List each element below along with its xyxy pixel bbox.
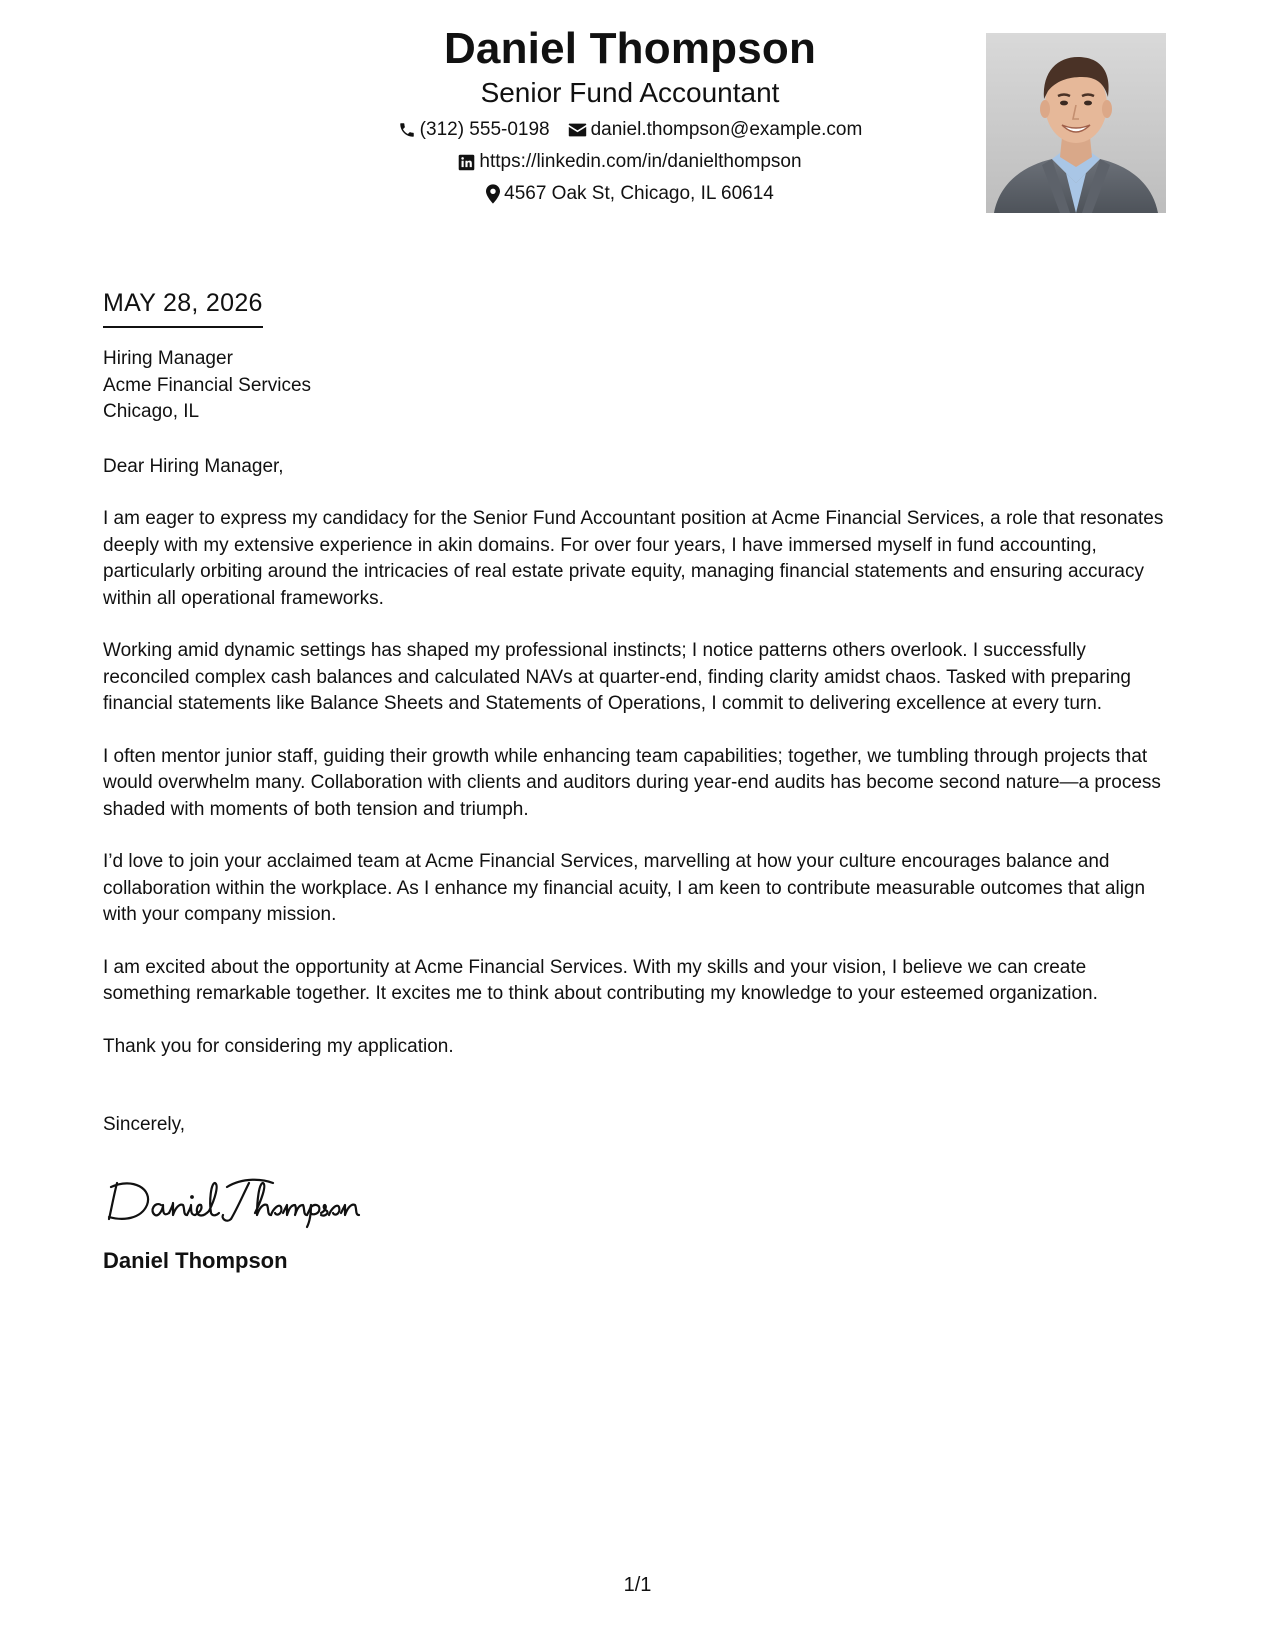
paragraph-thanks: Thank you for considering my application.: [103, 1035, 454, 1057]
paragraph-experience: Working amid dynamic settings has shaped my professional instincts; I notice patterns others overlook. I successfully reconciled complex cash balances and calculated NAVs at quarter-end, finding clarity amidst chaos. Tasked with preparing financial statements like Balance Sheets and Statements of Operations, I commit to delivering excellence at every turn.: [103, 640, 1131, 714]
paragraph-conclusion: I am excited about the opportunity at Acme Financial Services. With my skills and your vision, I believe we can create something remarkable together. It excites me to think about contributing my knowledge to your esteemed organization.: [103, 956, 1098, 1004]
letter-header: [260, 22, 1000, 206]
paragraph-culture: I’d love to join your acclaimed team at Acme Financial Services, marvelling at how your culture encourages balance and collaboration within the workplace. As I enhance my financial acuity, I am keen to contribute measurable outcomes that align with your company mission.: [103, 851, 1146, 925]
page-number: 1/1: [623, 1574, 652, 1596]
signer-name: Daniel Thompson: [103, 1247, 288, 1273]
map-pin-icon: [486, 184, 500, 204]
recipient-location: Chicago, IL: [103, 401, 200, 422]
recipient-block: [103, 346, 1173, 426]
contact-row-primary: [260, 118, 1000, 142]
linkedin-contact[interactable]: [458, 150, 801, 174]
linkedin-icon: [458, 154, 475, 171]
letter-body: [103, 286, 1173, 1275]
contact-row-address: [260, 182, 1000, 206]
email-address[interactable]: daniel.thompson@example.com: [590, 119, 863, 140]
contact-row-linkedin: [260, 150, 1000, 174]
linkedin-url[interactable]: https://linkedin.com/in/danielthompson: [479, 151, 802, 172]
email-contact[interactable]: [568, 118, 863, 142]
envelope-icon: [568, 122, 587, 138]
letter-date: MAY 28, 2026: [103, 286, 263, 328]
street-address: 4567 Oak St, Chicago, IL 60614: [504, 183, 774, 204]
applicant-title: Senior Fund Accountant: [480, 77, 780, 108]
recipient-name: Hiring Manager: [103, 348, 233, 369]
profile-photo: [986, 33, 1166, 213]
phone-contact: [398, 118, 550, 142]
applicant-name: Daniel Thompson: [443, 24, 817, 73]
paragraph-intro: I am eager to express my candidacy for the Senior Fund Accountant position at Acme Financial Services, a role that resonates deeply with my extensive experience in akin domains. For over four years, I have immersed myself in fund accounting, particularly orbiting around the intricacies of real estate private equity, managing financial statements and ensuring accuracy within all operational frameworks.: [103, 508, 1164, 609]
handwritten-signature: [103, 1169, 1173, 1229]
paragraph-mentoring: I often mentor junior staff, guiding their growth while enhancing team capabilities; together, we tumbling through projects that would overwhelm many. Collaboration with clients and auditors during year-end audits has become second nature—a process shaded with moments of both tension and triumph.: [103, 745, 1161, 820]
address-contact: [486, 182, 774, 206]
phone-icon: [398, 121, 416, 139]
phone-number: (312) 555-0198: [419, 119, 550, 140]
recipient-company: Acme Financial Services: [103, 374, 312, 396]
salutation: Dear Hiring Manager,: [103, 455, 284, 477]
closing: Sincerely,: [103, 1114, 186, 1135]
